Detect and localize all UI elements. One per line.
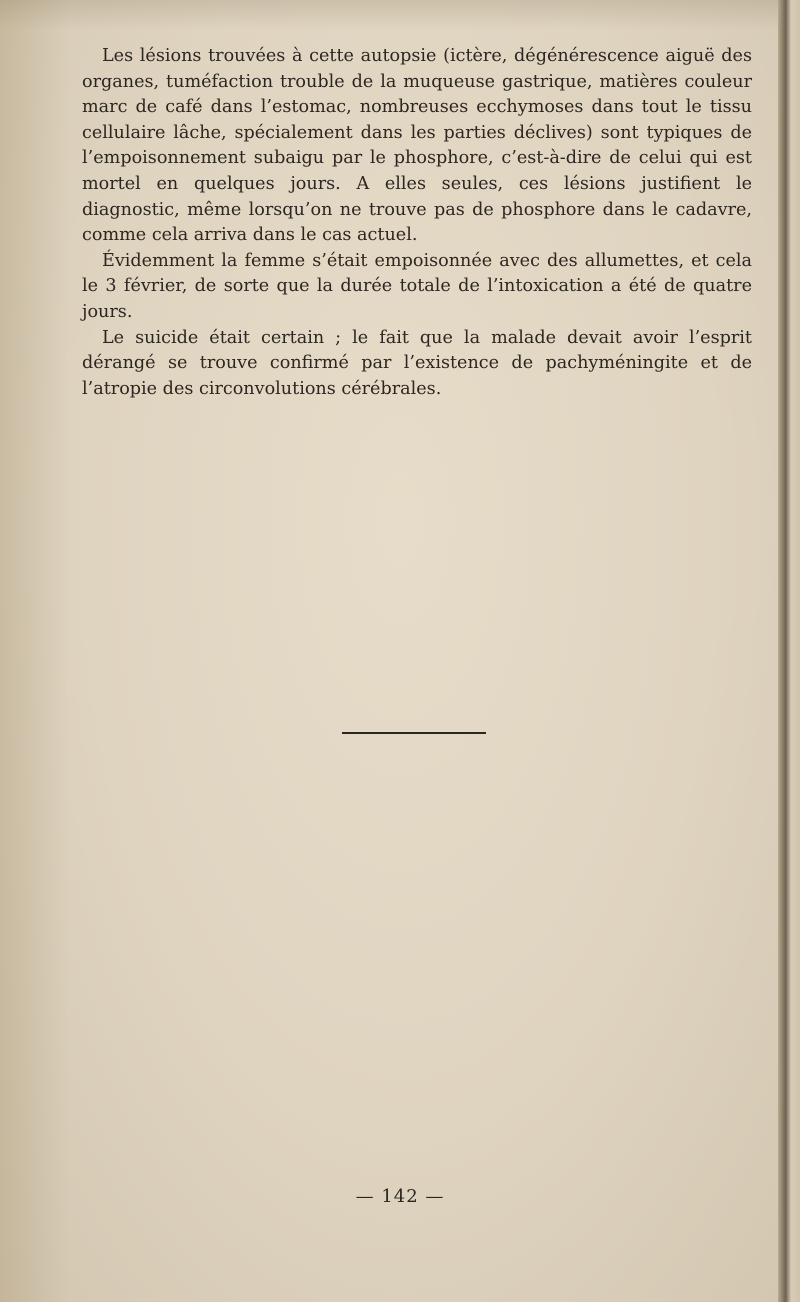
book-spine-edge	[778, 0, 800, 1302]
paragraph-suicide: Le suicide était certain ; le fait que la malade devait avoir l’esprit dérangé se trouve confirmé par l’existence de pachyméningite et de l’atropie des circonvolutions cérébrales.	[82, 327, 752, 399]
section-divider-rule	[342, 732, 486, 734]
page-top-shadow	[0, 0, 800, 30]
paragraph-lesions: Les lésions trouvées à cette autopsie (ictère, dégénérescence aiguë des organes, tuméfaction trouble de la muqueuse gastrique, matières couleur marc de café dans l’estomac, nombreuses ecchymoses dans tout le tissu cellulaire lâche, spécialement dans les parties déclives) sont typiques de l’empoisonnement subaigu par le phosphore, c’est-à-dire de celui qui est mortel en quelques jours. A elles seules, ces lésions justifient le diagnostic, même lorsqu’on ne trouve pas de phosphore dans le cadavre, comme cela arriva dans le cas actuel.	[82, 46, 752, 246]
body-text	[82, 44, 752, 402]
paragraph-matches: Évidemment la femme s’était empoisonnée avec des allumettes, et cela le 3 février, de sorte que la durée totale de l’intoxication a été de quatre jours.	[82, 250, 752, 322]
page-number: — 142 —	[355, 1186, 445, 1207]
page-left-shadow	[0, 0, 70, 1302]
